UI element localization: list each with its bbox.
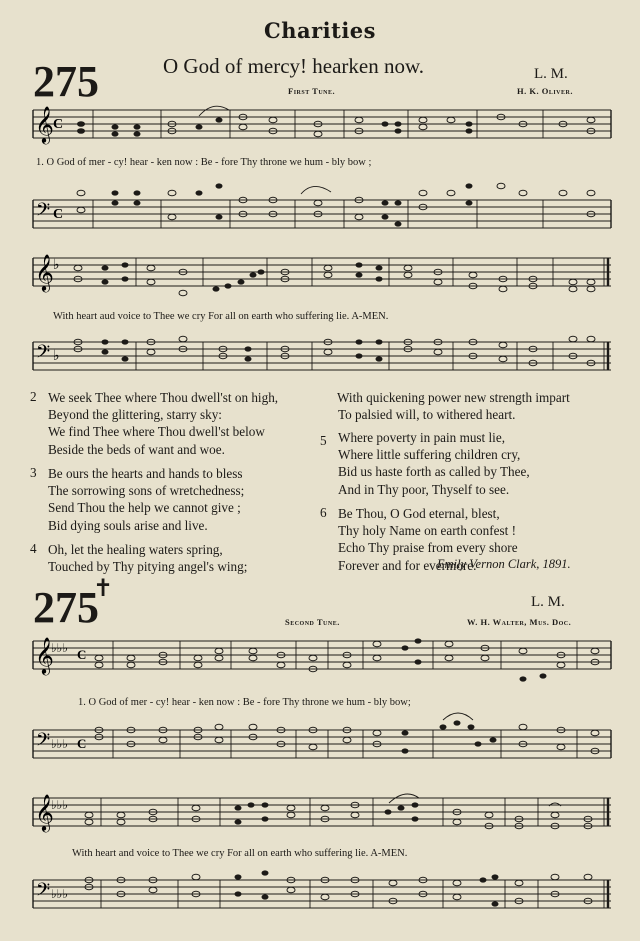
verse-line: Touched by Thy pitying angel's wing; — [48, 559, 248, 575]
hymn2-bass-staff-1 — [33, 730, 613, 770]
verse-line: Echo Thy praise from every shore — [338, 540, 518, 556]
verse-line: Be Thou, O God eternal, blest, — [338, 506, 500, 521]
svg-text:𝄢: 𝄢 — [36, 342, 51, 367]
hymn1-bass-staff-1 — [33, 200, 613, 240]
verse-line: To palsied will, to withered heart. — [338, 407, 516, 423]
svg-text:♭: ♭ — [53, 349, 60, 364]
verse-number: 2 — [30, 389, 37, 404]
verse-line: Thy holy Name on earth confest ! — [338, 523, 516, 539]
verse-line: Bid dying souls arise and live. — [48, 517, 208, 533]
verse-number: 4 — [30, 541, 37, 556]
verse-line: With quickening power new strength impart — [337, 390, 570, 405]
verse-line: Beyond the glittering, starry sky: — [48, 407, 222, 423]
hymn2-bass-staff-2 — [33, 880, 613, 920]
svg-text:𝄞: 𝄞 — [35, 793, 54, 831]
verse-line: Beside the beds of want and woe. — [48, 441, 225, 457]
verse-number: 3 — [30, 465, 37, 480]
hymn1-lyric-line-2: With heart aud voice to Thee we cry For all on earth who suffering lie. A-MEN. — [53, 311, 389, 322]
bass-clef-icon: 𝄢 — [36, 200, 51, 225]
verse-line: Send Thou the help we cannot give ; — [48, 500, 241, 516]
verse-line: Oh, let the healing waters spring, — [48, 542, 223, 557]
hymn-meter: L. M. — [534, 66, 568, 82]
svg-text:𝄢: 𝄢 — [36, 880, 51, 905]
verse-number: 5 — [320, 433, 327, 448]
verse-line: Be ours the hearts and hands to bless — [48, 466, 243, 481]
hymn-number: 275 — [33, 583, 99, 632]
composer: W. H. Walter, Mus. Doc. — [467, 617, 572, 627]
verses-right-column — [320, 389, 570, 575]
hymn2-lyric-line-1: 1. O God of mer - cy! hear - ken now : Be - fore Thy throne we hum - bly bow; — [78, 697, 411, 708]
hymn2-treble-staff-2 — [33, 793, 613, 838]
svg-text:C: C — [77, 647, 87, 662]
verse-number: 6 — [320, 505, 327, 520]
verses-left-column — [30, 389, 278, 577]
composer: H. K. Oliver. — [517, 86, 573, 96]
section-title: Charities — [264, 18, 376, 43]
hymn1-treble-staff-1 — [33, 105, 613, 150]
verse-line: Where little suffering children cry, — [338, 447, 521, 463]
tune-label: First Tune. — [288, 86, 336, 96]
hymn-title: O God of mercy! hearken now. — [163, 54, 425, 78]
hymn-number: 275 — [33, 57, 99, 106]
treble-clef-icon: 𝄞 — [35, 105, 54, 143]
verse-line: We find Thee where Thou dwell'st below — [48, 424, 265, 440]
verse-line: We seek Thee where Thou dwell'st on high, — [48, 390, 279, 405]
svg-text:♭♭♭: ♭♭♭ — [51, 798, 68, 812]
hymn-meter: L. M. — [531, 594, 565, 610]
tune-label: Second Tune. — [285, 617, 340, 627]
verse-4-continued — [320, 389, 570, 425]
hymn2-lyric-line-2: With heart and voice to Thee we cry For all on earth who suffering lie. A-MEN. — [72, 848, 408, 859]
verse-line: Bid us haste forth as called by Thee, — [338, 464, 530, 480]
svg-text:C: C — [53, 207, 64, 222]
svg-text:C: C — [53, 117, 64, 132]
dagger-mark: ✝ — [93, 576, 114, 602]
svg-text:♭♭♭: ♭♭♭ — [51, 887, 68, 901]
svg-text:♭: ♭ — [53, 258, 60, 273]
svg-text:C: C — [77, 736, 87, 751]
hymn1-bass-staff-2 — [33, 342, 613, 382]
attribution: Emily Vernon Clark, 1891. — [437, 557, 571, 571]
verse-5 — [320, 429, 570, 499]
svg-text:𝄢: 𝄢 — [36, 730, 51, 755]
verse-4 — [30, 541, 278, 577]
hymn1-lyric-line-1: 1. O God of mer - cy! hear - ken now : Be - fore Thy throne we hum - bly bow ; — [36, 157, 372, 168]
hymn1-treble-staff-2 — [33, 253, 613, 298]
svg-text:♭♭♭: ♭♭♭ — [51, 641, 68, 655]
verse-line: And in Thy poor, Thyself to see. — [338, 481, 510, 497]
verse-line: Where poverty in pain must lie, — [338, 430, 505, 445]
svg-text:𝄞: 𝄞 — [35, 253, 54, 291]
hymn2-treble-staff-1 — [33, 636, 613, 681]
svg-text:♭♭♭: ♭♭♭ — [51, 737, 68, 751]
verse-line: Forever and for evermore. — [338, 557, 477, 573]
svg-text:𝄞: 𝄞 — [35, 636, 54, 674]
verse-2 — [30, 389, 278, 459]
verse-line: The sorrowing sons of wretchedness; — [48, 483, 245, 499]
verse-3 — [30, 465, 278, 535]
